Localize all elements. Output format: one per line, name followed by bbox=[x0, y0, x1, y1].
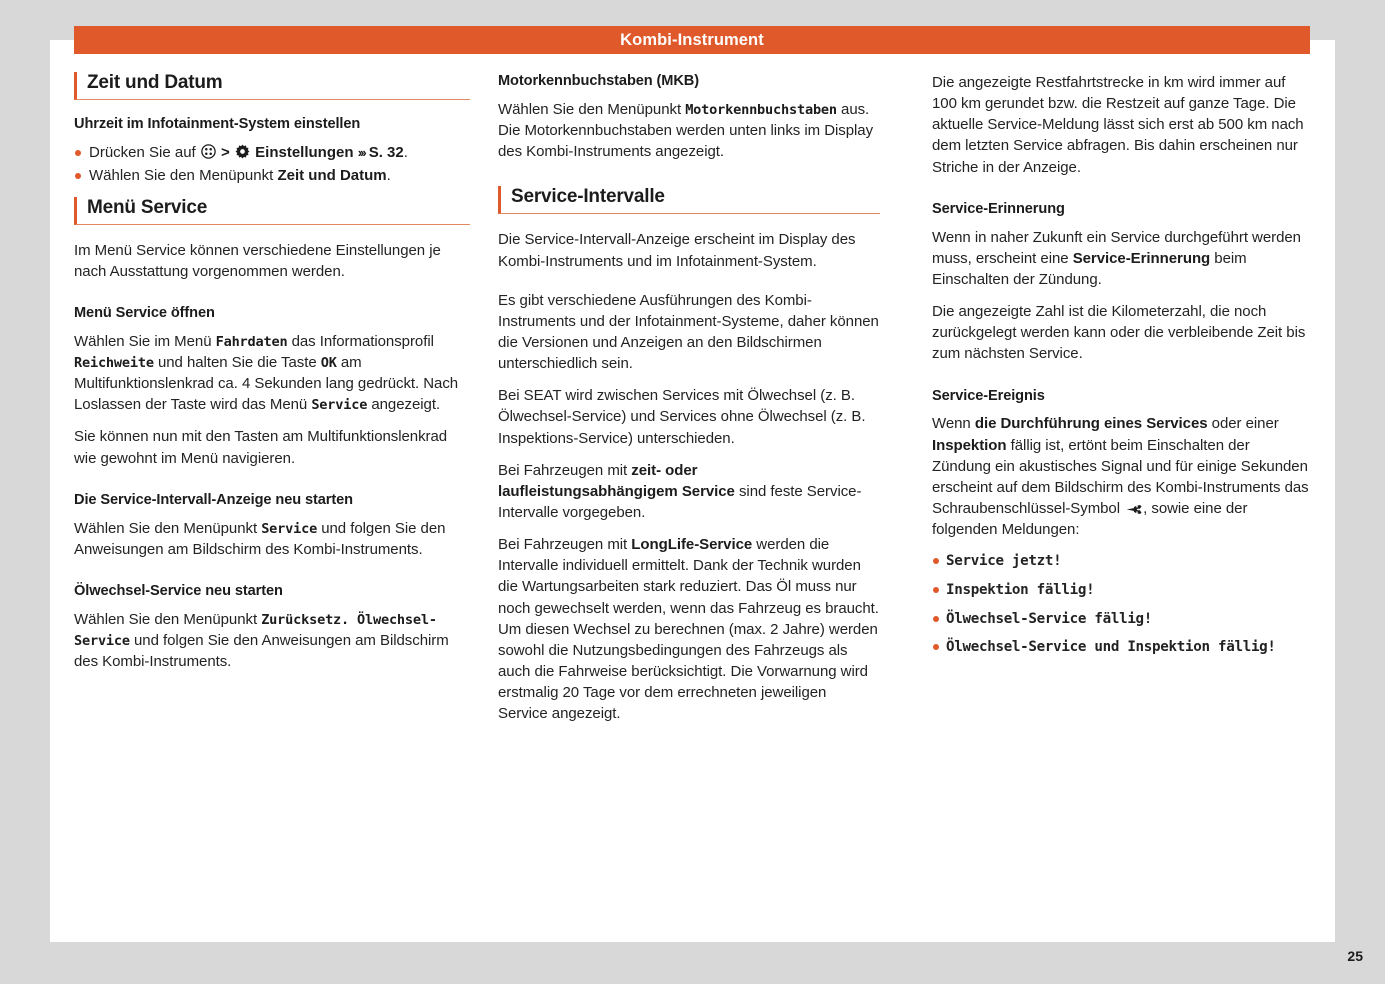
text-fragment: Wählen Sie den Menüpunkt bbox=[498, 100, 686, 118]
bullet-separator: > bbox=[216, 143, 234, 161]
paragraph-service-erinnerung bbox=[932, 227, 1310, 290]
section-heading-zeit-und-datum: Zeit und Datum bbox=[74, 72, 470, 100]
column-3 bbox=[914, 72, 1310, 917]
emphasis-durchfuehrung-service: die Durchführung eines Services bbox=[974, 415, 1208, 433]
text-fragment: Wählen Sie den Menüpunkt bbox=[74, 519, 262, 537]
bullet-text-pre: Wählen Sie den Menüpunkt bbox=[89, 167, 278, 185]
list-item: Service jetzt! bbox=[932, 551, 1310, 572]
ui-token-service-menu: Service bbox=[261, 520, 318, 537]
text-fragment: werden die Intervalle individuell ermittelt. Dank der Technik wurden die Wartungsarbeiten stark reduziert. Das Öl muss nur noch gewechselt werden, wenn das Fahrzeug es braucht. Um diesen Wechsel zu berechnen (max. 2 Jahre) werden sowohl die Nutzungsbedingungen des Fahrzeugs als auch die Fahrweise berücksichtigt. Die Vorwarnung wird erstmalig 20 Tage vor dem errechneten jeweiligen Service angezeigt. bbox=[498, 536, 879, 723]
text-fragment: aus. Die Motorkennbuchstaben werden unten links im Display des Kombi-Instruments angezeigt. bbox=[498, 100, 874, 161]
gear-icon bbox=[235, 144, 250, 159]
paragraph-restfahrtstrecke: Die angezeigte Restfahrtstrecke in km wird immer auf 100 km gerundet bzw. die Restzeit auf ganze Tage. Die aktuelle Service-Meldung lässt sich erst ab 500 km nach dem letzten Service abfragen. Bis dahin erscheinen nur Striche in der Anzeige. bbox=[932, 74, 1304, 176]
running-head-title: Kombi-Instrument bbox=[620, 30, 764, 49]
paragraph-menue-service-intro: Im Menü Service können verschiedene Einstellungen je nach Ausstattung vorgenommen werden. bbox=[74, 241, 441, 280]
ui-token-ok: OK bbox=[320, 354, 337, 371]
text-fragment: beim Einschalten der Zündung. bbox=[932, 249, 1247, 288]
ui-token-service: Service bbox=[311, 397, 368, 414]
list-item: Ölwechsel-Service und Inspektion fällig! bbox=[932, 637, 1310, 658]
bullet-bold-label: Einstellungen bbox=[251, 143, 358, 161]
subheading-menue-service-oeffnen: Menü Service öffnen bbox=[74, 304, 215, 321]
paragraph-motorkennbuchstaben bbox=[498, 99, 880, 162]
paragraph-longlife-service bbox=[498, 534, 880, 724]
text-fragment: oder einer bbox=[1207, 415, 1279, 433]
ui-token-fahrdaten: Fahrdaten bbox=[215, 333, 288, 350]
paragraph-seat-unterscheidung: Bei SEAT wird zwischen Services mit Ölwechsel (z. B. Ölwechsel-Service) und Services ohne Ölwechsel (z. B. Inspektions-Service) unterschieden. bbox=[498, 387, 866, 447]
paragraph-ausfuehrungen: Es gibt verschiedene Ausführungen des Kombi-Instruments und der Infotainment-Systeme, daher können die Versionen und Anzeigen an den Bildschirmen unterschiedlich sein. bbox=[498, 291, 879, 373]
text-fragment: das Informationsprofil bbox=[287, 332, 434, 350]
page-number: 25 bbox=[1347, 948, 1363, 964]
text-fragment: und folgen Sie den Anweisungen am Bildschirm des Kombi-Instruments. bbox=[74, 632, 449, 671]
ui-token-motorkennbuchstaben: Motorkennbuchstaben bbox=[685, 101, 837, 118]
text-fragment: Bei Fahrzeugen mit bbox=[498, 461, 632, 479]
text-fragment: Wählen Sie den Menüpunkt bbox=[74, 610, 262, 628]
text-fragment: und folgen Sie den Anweisungen am Bildschirm des Kombi-Instruments. bbox=[74, 519, 446, 558]
list-item bbox=[74, 142, 470, 163]
bullet-text-pre: Drücken Sie auf bbox=[89, 143, 200, 161]
bullet-text-end: . bbox=[403, 143, 408, 161]
text-fragment: , sowie eine der folgenden Meldungen: bbox=[932, 500, 1248, 539]
section-heading-menue-service: Menü Service bbox=[74, 197, 470, 225]
text-fragment: fällig ist, ertönt beim Einschalten der Zündung ein akustisches Signal und für einige Sekunden erscheint auf dem Bildschirm des Kombi-Instruments das Schraubenschlüssel-Symbol bbox=[932, 436, 1309, 518]
running-head-band bbox=[74, 26, 1310, 54]
text-fragment: Wenn in naher Zukunft ein Service durchgeführt werden muss, erscheint eine bbox=[932, 228, 1301, 267]
content-columns bbox=[74, 72, 1310, 917]
ui-token-zuruecksetz-oelwechsel: Zurücksetz. Ölwechsel-Service bbox=[74, 611, 437, 650]
bullet-bold-label: Zeit und Datum bbox=[277, 167, 387, 185]
text-fragment: am Multifunktionslenkrad ca. 4 Sekunden lang gedrückt. Nach Loslassen der Taste wird das Menü bbox=[74, 353, 459, 414]
column-1 bbox=[74, 72, 470, 917]
paragraph-oelwechsel-neu-starten bbox=[74, 609, 470, 672]
emphasis-zeit-laufleistung: zeit- oder laufleistungsabhängigem Service bbox=[498, 461, 735, 500]
paragraph-menue-service-oeffnen bbox=[74, 331, 470, 416]
text-fragment: angezeigt. bbox=[367, 396, 441, 414]
text-fragment: sind feste Service-Intervalle vorgegeben. bbox=[498, 482, 862, 521]
wrench-icon bbox=[1125, 504, 1142, 515]
text-fragment: Bei Fahrzeugen mit bbox=[498, 536, 632, 554]
apps-icon bbox=[201, 144, 216, 159]
section-heading-service-intervalle: Service-Intervalle bbox=[498, 186, 880, 214]
subheading-service-ereignis: Service-Ereignis bbox=[932, 387, 1045, 404]
subheading-uhrzeit-einstellen: Uhrzeit im Infotainment-System einstellen bbox=[74, 116, 361, 132]
list-item: Inspektion fällig! bbox=[932, 580, 1310, 601]
text-fragment: und halten Sie die Taste bbox=[153, 353, 321, 371]
list-item: Ölwechsel-Service fällig! bbox=[932, 609, 1310, 630]
chevrons-icon: ››› bbox=[357, 144, 365, 160]
bullet-text-end: . bbox=[386, 167, 391, 185]
cross-reference-page: S. 32 bbox=[368, 143, 404, 161]
emphasis-inspektion: Inspektion bbox=[932, 436, 1007, 454]
paragraph-kilometerzahl: Die angezeigte Zahl ist die Kilometerzahl, die noch zurückgelegt werden kann oder die verbleibende Zeit bis zum nächsten Service. bbox=[932, 303, 1306, 363]
emphasis-longlife-service: LongLife-Service bbox=[631, 536, 753, 554]
paragraph-navigieren: Sie können nun mit den Tasten am Multifunktionslenkrad wie gewohnt im Menü navigieren. bbox=[74, 428, 448, 467]
paragraph-service-intervall-anzeige: Die Service-Intervall-Anzeige erscheint im Display des Kombi-Instruments und im Infotainment-System. bbox=[498, 231, 856, 270]
cross-reference bbox=[358, 144, 404, 161]
list-item bbox=[74, 165, 470, 186]
subheading-anzeige-neu-starten: Die Service-Intervall-Anzeige neu starten bbox=[74, 491, 353, 508]
ui-token-reichweite: Reichweite bbox=[74, 354, 154, 371]
paragraph-zeitabhaengiger-service bbox=[498, 460, 880, 523]
subheading-service-erinnerung: Service-Erinnerung bbox=[932, 200, 1065, 217]
text-fragment: Wählen Sie im Menü bbox=[74, 332, 216, 350]
emphasis-service-erinnerung: Service-Erinnerung bbox=[1072, 249, 1211, 267]
bullet-list-service-meldungen bbox=[932, 551, 1310, 657]
subheading-motorkennbuchstaben: Motorkennbuchstaben (MKB) bbox=[498, 73, 699, 89]
column-2 bbox=[482, 72, 902, 917]
subheading-oelwechsel-neu-starten: Ölwechsel-Service neu starten bbox=[74, 582, 283, 599]
bullet-list-uhrzeit bbox=[74, 142, 470, 187]
text-fragment: Wenn bbox=[932, 415, 975, 433]
paragraph-service-ereignis bbox=[932, 413, 1310, 540]
paragraph-anzeige-neu-starten bbox=[74, 518, 470, 560]
